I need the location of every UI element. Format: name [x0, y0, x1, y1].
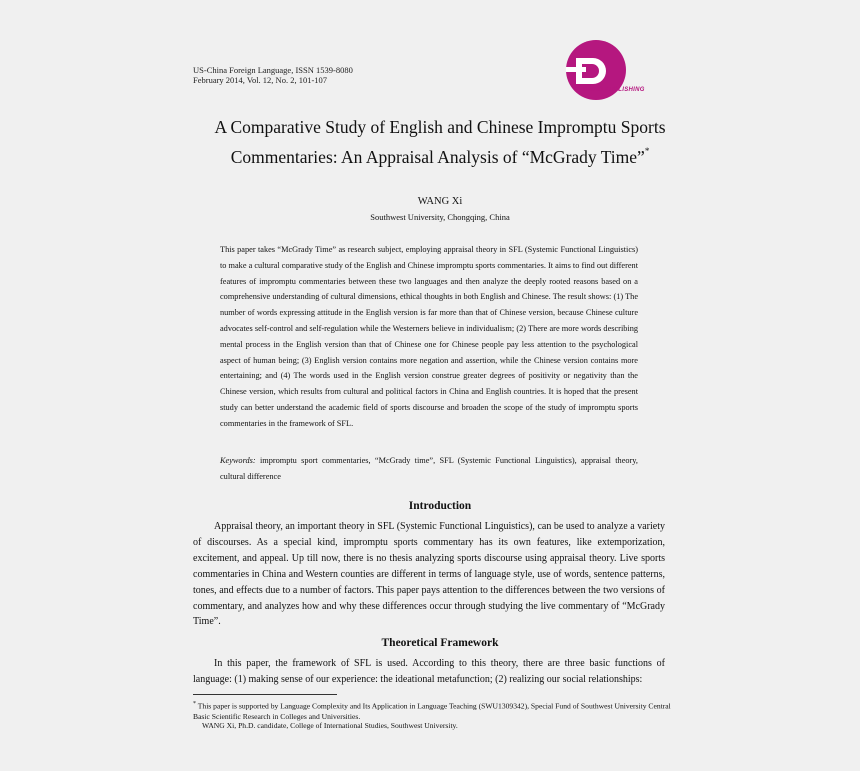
footnote-funding-text: This paper is supported by Language Complexity and Its Application in Language Teaching (SWU1309342), Special Fund of Southwest University Central Basic Scientific Research in Colleges and Universities. — [193, 701, 671, 721]
framework-paragraph: In this paper, the framework of SFL is used. According to this theory, there are three basic functions of language: (1) making sense of our experience: the ideational metafunction; (2) realizing our social relationships: — [193, 658, 665, 685]
paper-title-line-2 — [150, 147, 730, 168]
journal-line-2: February 2014, Vol. 12, No. 2, 101-107 — [193, 75, 328, 85]
journal-line-1: US-China Foreign Language, ISSN 1539-8080 — [193, 65, 353, 75]
section-heading-framework: Theoretical Framework — [381, 637, 499, 649]
footnote-divider — [193, 694, 337, 695]
author-affiliation: Southwest University, Chongqing, China — [370, 212, 510, 222]
author-name: WANG Xi — [417, 196, 463, 207]
keywords-text: impromptu sport commentaries, “McGrady time”, SFL (Systemic Functional Linguistics), appraisal theory, cultural difference — [220, 456, 638, 481]
abstract: This paper takes “McGrady Time” as research subject, employing appraisal theory in SFL (Systemic Functional Linguistics) to make a cultural comparative study of the English and Chinese impromptu sports commentaries. It aims to find out different features of impromptu commentaries between these two languages and then analyze the deeply rooted reasons based on a comprehensive understanding of cultural dimensions, ethical thoughts in both English and Chinese. The result shows: (1) The number of words expressing attitude in the English version is far more than that of Chinese version, because Chinese culture advocates self-control and self-regulation while the Westerners believe in individualism; (2) There are more words describing mental process in the English version than that of Chinese one for Chinese people pay less attention to the psychological aspect of human being; (3) English version contains more negation and assertion, while the Chinese version contains more entertaining; and (4) The words used in the English version construe greater degrees of positivity or negativity than the Chinese version, which results from cultural and political factors in China and English countries. It is hoped that the present study can better understand the academic field of sports discourse and broaden the scope of the study of impromptu sports commentaries in the framework of SFL. — [220, 245, 638, 428]
footnote-author: WANG Xi, Ph.D. candidate, College of International Studies, Southwest University. — [202, 721, 458, 730]
keywords — [220, 453, 638, 485]
paper-title-text: Commentaries: An Appraisal Analysis of “McGrady Time” — [230, 147, 645, 167]
paper-title-line-1: A Comparative Study of English and Chinese Impromptu Sports — [214, 117, 666, 137]
journal-info — [193, 65, 353, 85]
title-footnote-mark: * — [644, 146, 650, 157]
introduction-paragraph: Appraisal theory, an important theory in SFL (Systemic Functional Linguistics), can be used to analyze a variety of discourses. As a special kind, impromptu sports commentary has its own features, like extemporization, excitement, and appeal. Up till now, there is no thesis analyzing sports discourse using appraisal theory. Live sports commentaries in China and Western counties are different in terms of language style, use of words, sentence patterns, tones, and effects due to a number of factors. This paper pays attention to the differences between the two versions of commentary, and analyzes how and why these differences occur through studying the live commentary of “McGrady Time”. — [193, 521, 665, 628]
footnote-mark: * — [193, 701, 196, 707]
footnote-funding — [193, 699, 673, 722]
section-heading-introduction: Introduction — [408, 500, 472, 512]
keywords-label: Keywords: — [220, 456, 256, 465]
publisher-logo-text: DAVID PUBLISHING — [583, 87, 645, 93]
